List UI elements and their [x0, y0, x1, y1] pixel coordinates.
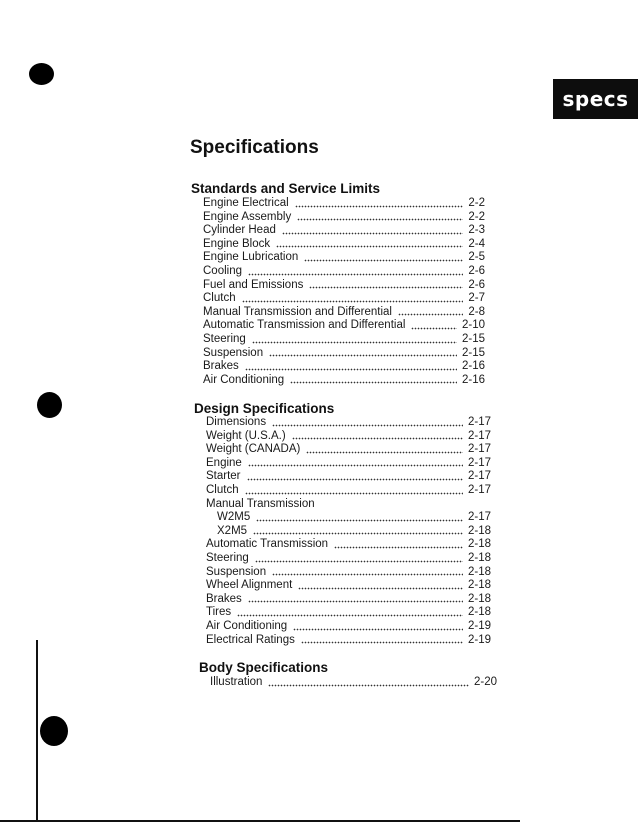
dot-leader	[252, 341, 457, 344]
toc-entry-page: 2-17	[467, 456, 491, 469]
toc-entry-label: Air Conditioning	[203, 373, 285, 386]
toc-entry[interactable]	[206, 498, 491, 512]
toc-entry-label: Automatic Transmission and Differential	[203, 319, 406, 332]
toc-entry-page: 2-17	[467, 511, 491, 524]
dot-leader	[268, 684, 469, 687]
toc-entry-page: 2-2	[468, 197, 485, 209]
toc-entry-page: 2-16	[461, 373, 485, 386]
toc-entry[interactable]	[206, 457, 491, 471]
dot-leader	[298, 587, 463, 590]
dot-leader	[292, 437, 463, 440]
dot-leader	[306, 451, 463, 454]
toc-entry[interactable]	[206, 511, 491, 525]
toc-entry[interactable]	[206, 620, 491, 634]
toc-entry-page: 2-17	[467, 429, 491, 442]
toc-entry[interactable]	[206, 538, 491, 552]
toc-entry-page: 2-18	[467, 551, 491, 564]
toc-entry-page: 2-17	[467, 416, 491, 428]
dot-leader	[276, 245, 463, 248]
toc-entry[interactable]	[203, 279, 485, 293]
toc-entry-page: 2-18	[467, 606, 491, 619]
toc-entry-label: Brakes	[206, 592, 242, 605]
toc-entry-page: 2-7	[468, 292, 485, 305]
section-heading-standards: Standards and Service Limits	[191, 181, 381, 196]
dot-leader	[290, 381, 457, 384]
toc-entry[interactable]	[203, 224, 485, 238]
toc-entry-page: 2-15	[461, 332, 485, 345]
toc-list-design	[206, 416, 491, 647]
toc-entry-label: Manual Transmission	[206, 497, 315, 510]
section-tab	[553, 79, 638, 119]
toc-entry[interactable]	[206, 525, 491, 539]
toc-entry-page: 2-17	[467, 470, 491, 483]
toc-entry[interactable]	[203, 347, 485, 361]
dot-leader	[245, 368, 457, 371]
dot-leader	[304, 259, 463, 262]
toc-entry-label: Engine Assembly	[203, 210, 292, 223]
toc-entry-label: Steering	[203, 332, 246, 345]
toc-entry-page: 2-3	[468, 224, 485, 237]
toc-entry-label: Weight (CANADA)	[206, 443, 301, 456]
toc-entry-page: 2-4	[468, 237, 485, 250]
section-heading-body: Body Specifications	[199, 660, 329, 675]
toc-entry-label: Engine	[206, 456, 242, 469]
toc-entry[interactable]	[206, 579, 491, 593]
toc-entry-page: 2-18	[467, 565, 491, 578]
toc-entry[interactable]	[206, 470, 491, 484]
toc-entry-label: Suspension	[206, 565, 267, 578]
toc-entry-label: Automatic Transmission	[206, 538, 329, 551]
toc-entry-label: Starter	[206, 470, 241, 483]
toc-entry-label: Engine Electrical	[203, 197, 289, 209]
toc-entry-label: Tires	[206, 606, 232, 619]
toc-entry-label: Air Conditioning	[206, 619, 288, 632]
toc-entry-page: 2-15	[461, 346, 485, 359]
dot-leader	[334, 546, 463, 549]
dot-leader	[247, 478, 463, 481]
toc-entry[interactable]	[203, 265, 485, 279]
toc-entry-label: X2M5	[217, 524, 248, 537]
toc-entry-page: 2-6	[468, 264, 485, 277]
toc-entry[interactable]	[203, 306, 485, 320]
toc-entry-label: Cylinder Head	[203, 224, 276, 237]
toc-entry-label: Manual Transmission and Differential	[203, 305, 392, 318]
dot-leader	[269, 354, 457, 357]
toc-entry-label: Dimensions	[206, 416, 267, 428]
toc-entry[interactable]	[203, 197, 485, 211]
toc-entry-label: Engine Block	[203, 237, 271, 250]
toc-entry-page: 2-10	[461, 319, 485, 332]
dot-leader	[248, 273, 463, 276]
toc-entry-page: 2-6	[468, 278, 485, 291]
toc-entry[interactable]	[206, 443, 491, 457]
toc-entry[interactable]	[203, 251, 485, 265]
toc-entry-page: 2-18	[467, 538, 491, 551]
toc-entry-page: 2-18	[467, 579, 491, 592]
section-tab-label: specs	[562, 87, 629, 111]
toc-entry-label: Fuel and Emissions	[203, 278, 304, 291]
toc-entry-page: 2-18	[467, 524, 491, 537]
toc-entry[interactable]	[210, 676, 497, 690]
page-edge-line	[36, 640, 38, 822]
dot-leader	[398, 313, 463, 316]
dot-leader	[248, 600, 463, 603]
dot-leader	[253, 532, 463, 535]
toc-entry-page: 2-8	[468, 305, 485, 318]
toc-entry[interactable]	[206, 593, 491, 607]
dot-leader	[295, 205, 464, 208]
toc-entry[interactable]	[203, 374, 485, 388]
toc-entry-label: Weight (U.S.A.)	[206, 429, 286, 442]
toc-entry-label: W2M5	[217, 511, 251, 524]
toc-entry-page: 2-20	[473, 676, 497, 688]
dot-leader	[237, 614, 463, 617]
page-bottom-line	[0, 820, 520, 822]
toc-entry[interactable]	[203, 211, 485, 225]
toc-entry-page: 2-18	[467, 592, 491, 605]
toc-entry-page: 2-17	[467, 443, 491, 456]
toc-entry-label: Suspension	[203, 346, 264, 359]
toc-entry[interactable]	[206, 634, 491, 648]
dot-leader	[293, 628, 463, 631]
toc-entry[interactable]	[206, 484, 491, 498]
toc-entry-page: 2-19	[467, 633, 491, 646]
dot-leader	[411, 327, 457, 330]
toc-entry-page: 2-2	[468, 210, 485, 223]
dot-leader	[272, 573, 463, 576]
toc-entry-page: 2-5	[468, 251, 485, 264]
toc-entry[interactable]	[203, 238, 485, 252]
toc-entry-label: Steering	[206, 551, 249, 564]
toc-entry-page: 2-19	[467, 619, 491, 632]
dot-leader	[256, 519, 463, 522]
dot-leader	[309, 286, 463, 289]
binder-hole-mark-bottom	[40, 716, 68, 746]
binder-hole-mark-middle	[37, 392, 62, 418]
page-title: Specifications	[190, 137, 319, 158]
binder-hole-mark-top	[29, 63, 54, 85]
toc-entry-label: Clutch	[203, 292, 236, 305]
dot-leader	[282, 232, 464, 235]
toc-entry-label: Illustration	[210, 676, 263, 688]
toc-entry-label: Clutch	[206, 483, 239, 496]
toc-list-body	[210, 676, 497, 690]
toc-list-standards	[203, 197, 485, 387]
toc-entry[interactable]	[206, 606, 491, 620]
toc-entry-label: Brakes	[203, 360, 239, 373]
toc-entry-page: 2-16	[461, 360, 485, 373]
toc-entry[interactable]	[203, 292, 485, 306]
toc-entry-label: Cooling	[203, 264, 242, 277]
dot-leader	[301, 641, 463, 644]
dot-leader	[245, 492, 463, 495]
toc-entry-page: 2-17	[467, 483, 491, 496]
toc-entry-label: Engine Lubrication	[203, 251, 299, 264]
dot-leader	[242, 300, 464, 303]
dot-leader	[255, 560, 463, 563]
toc-entry[interactable]	[203, 319, 485, 333]
toc-entry[interactable]	[206, 566, 491, 580]
toc-entry[interactable]	[203, 360, 485, 374]
toc-entry[interactable]	[206, 416, 491, 430]
dot-leader	[297, 218, 463, 221]
section-heading-design: Design Specifications	[194, 401, 335, 416]
dot-leader	[272, 424, 463, 427]
toc-entry-label: Wheel Alignment	[206, 579, 293, 592]
toc-entry-label: Electrical Ratings	[206, 633, 295, 646]
toc-entry[interactable]	[203, 333, 485, 347]
toc-entry[interactable]	[206, 552, 491, 566]
dot-leader	[248, 464, 463, 467]
toc-entry[interactable]	[206, 430, 491, 444]
